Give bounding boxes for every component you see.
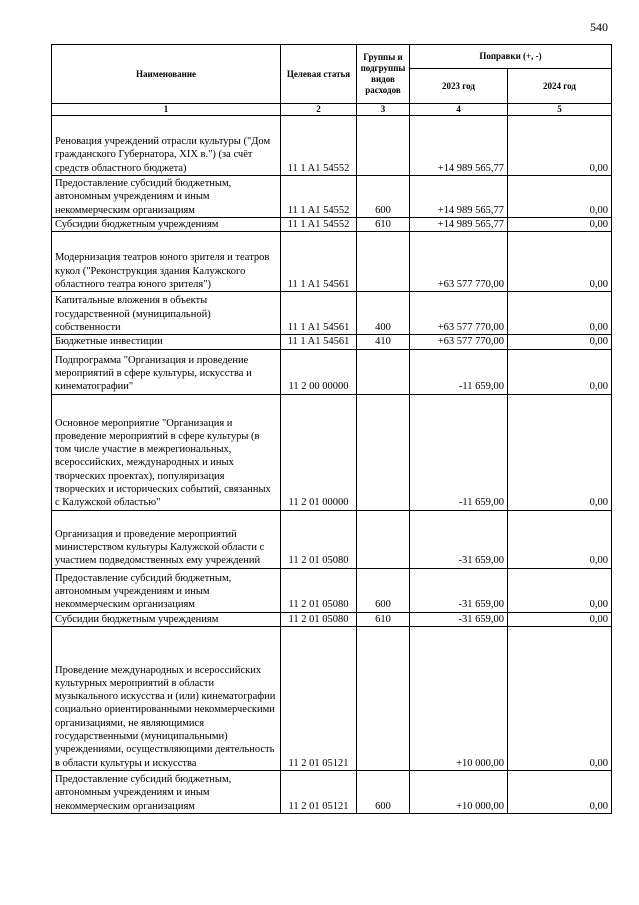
row-target-code: 11 2 00 00000 — [281, 349, 357, 394]
table-row — [52, 232, 612, 292]
row-amount-2024: 0,00 — [508, 116, 612, 176]
row-group-code: 410 — [357, 335, 410, 349]
row-target-code: 11 2 01 05121 — [281, 626, 357, 770]
header-name: Наименование — [52, 45, 281, 104]
row-target-code: 11 1 A1 54552 — [281, 116, 357, 176]
header-expense-groups: Группы и подгруппы видов расходов — [357, 45, 410, 104]
row-amount-2024: 0,00 — [508, 232, 612, 292]
row-name: Основное мероприятие "Организация и проведение мероприятий в сфере культуры (в том числе участие в межрегиональных, всероссийских, международных и иных творческих проектах), популяризация творческих и исторических событий, связанных с Калужской областью" — [52, 394, 281, 510]
row-name: Предоставление субсидий бюджетным, автономным учреждениям и иным некоммерческим организациям — [52, 568, 281, 612]
table-row — [52, 612, 612, 626]
row-amount-2023: +14 989 565,77 — [410, 176, 508, 218]
header-year-2024: 2024 год — [508, 69, 612, 104]
row-target-code: 11 2 01 05121 — [281, 770, 357, 813]
row-name: Организация и проведение мероприятий министерством культуры Калужской области с участием подведомственных ему учреждений — [52, 510, 281, 568]
column-number: 3 — [357, 104, 410, 116]
row-group-code — [357, 394, 410, 510]
budget-amendments-table — [51, 44, 612, 814]
header-year-2023: 2023 год — [410, 69, 508, 104]
row-amount-2024: 0,00 — [508, 770, 612, 813]
row-name: Субсидии бюджетным учреждениям — [52, 218, 281, 232]
row-group-code: 600 — [357, 176, 410, 218]
row-target-code: 11 1 A1 54552 — [281, 218, 357, 232]
row-amount-2023: -11 659,00 — [410, 349, 508, 394]
row-name: Предоставление субсидий бюджетным, автономным учреждениям и иным некоммерческим организациям — [52, 770, 281, 813]
row-group-code — [357, 510, 410, 568]
row-amount-2024: 0,00 — [508, 568, 612, 612]
row-amount-2023: +10 000,00 — [410, 626, 508, 770]
table-row — [52, 292, 612, 335]
table-row — [52, 218, 612, 232]
row-amount-2024: 0,00 — [508, 626, 612, 770]
header-amendments: Поправки (+, -) — [410, 45, 612, 69]
row-amount-2023: -11 659,00 — [410, 394, 508, 510]
table-row — [52, 116, 612, 176]
column-number: 5 — [508, 104, 612, 116]
row-amount-2023: -31 659,00 — [410, 510, 508, 568]
row-target-code: 11 1 A1 54561 — [281, 232, 357, 292]
row-group-code: 400 — [357, 292, 410, 335]
row-amount-2023: +14 989 565,77 — [410, 116, 508, 176]
row-target-code: 11 2 01 05080 — [281, 510, 357, 568]
row-target-code: 11 2 01 00000 — [281, 394, 357, 510]
table-row — [52, 335, 612, 349]
row-target-code: 11 1 A1 54561 — [281, 292, 357, 335]
row-amount-2023: -31 659,00 — [410, 568, 508, 612]
row-name: Модернизация театров юного зрителя и театров кукол ("Реконструкция здания Калужского областного театра юного зрителя") — [52, 232, 281, 292]
row-amount-2023: +63 577 770,00 — [410, 232, 508, 292]
row-group-code — [357, 232, 410, 292]
row-group-code — [357, 116, 410, 176]
row-amount-2023: +14 989 565,77 — [410, 218, 508, 232]
row-amount-2023: +63 577 770,00 — [410, 335, 508, 349]
page-number: 540 — [590, 20, 608, 34]
row-target-code: 11 1 A1 54561 — [281, 335, 357, 349]
row-target-code: 11 2 01 05080 — [281, 612, 357, 626]
row-amount-2024: 0,00 — [508, 176, 612, 218]
row-group-code — [357, 626, 410, 770]
row-group-code: 610 — [357, 218, 410, 232]
row-amount-2023: +10 000,00 — [410, 770, 508, 813]
row-name: Субсидии бюджетным учреждениям — [52, 612, 281, 626]
row-target-code: 11 1 A1 54552 — [281, 176, 357, 218]
row-amount-2024: 0,00 — [508, 292, 612, 335]
table-row — [52, 349, 612, 394]
row-amount-2023: +63 577 770,00 — [410, 292, 508, 335]
row-name: Подпрограмма "Организация и проведение мероприятий в сфере культуры, искусства и кинематографии" — [52, 349, 281, 394]
column-number: 4 — [410, 104, 508, 116]
table-row — [52, 394, 612, 510]
table-row — [52, 176, 612, 218]
table-row — [52, 770, 612, 813]
row-name: Реновация учреждений отрасли культуры ("Дом гражданского Губернатора, XIX в.") (за счёт средств областного бюджета) — [52, 116, 281, 176]
column-number: 2 — [281, 104, 357, 116]
row-group-code — [357, 349, 410, 394]
row-group-code: 600 — [357, 568, 410, 612]
row-name: Капитальные вложения в объекты государственной (муниципальной) собственности — [52, 292, 281, 335]
row-amount-2024: 0,00 — [508, 612, 612, 626]
table-row — [52, 626, 612, 770]
row-group-code: 610 — [357, 612, 410, 626]
table-row — [52, 568, 612, 612]
row-group-code: 600 — [357, 770, 410, 813]
row-amount-2023: -31 659,00 — [410, 612, 508, 626]
row-amount-2024: 0,00 — [508, 218, 612, 232]
table-row — [52, 510, 612, 568]
row-amount-2024: 0,00 — [508, 349, 612, 394]
row-amount-2024: 0,00 — [508, 510, 612, 568]
row-target-code: 11 2 01 05080 — [281, 568, 357, 612]
header-target-article: Целевая статья — [281, 45, 357, 104]
row-name: Проведение международных и всероссийских культурных мероприятий в области музыкального искусства и (или) кинематографии социально ориентированными некоммерческими организациями, не являющимися государственными (муниципальными) учреждениями, осуществляющими деятельность в области культуры и искусства — [52, 626, 281, 770]
row-name: Бюджетные инвестиции — [52, 335, 281, 349]
row-name: Предоставление субсидий бюджетным, автономным учреждениям и иным некоммерческим организациям — [52, 176, 281, 218]
row-amount-2024: 0,00 — [508, 394, 612, 510]
row-amount-2024: 0,00 — [508, 335, 612, 349]
column-number-row — [52, 104, 612, 116]
column-number: 1 — [52, 104, 281, 116]
